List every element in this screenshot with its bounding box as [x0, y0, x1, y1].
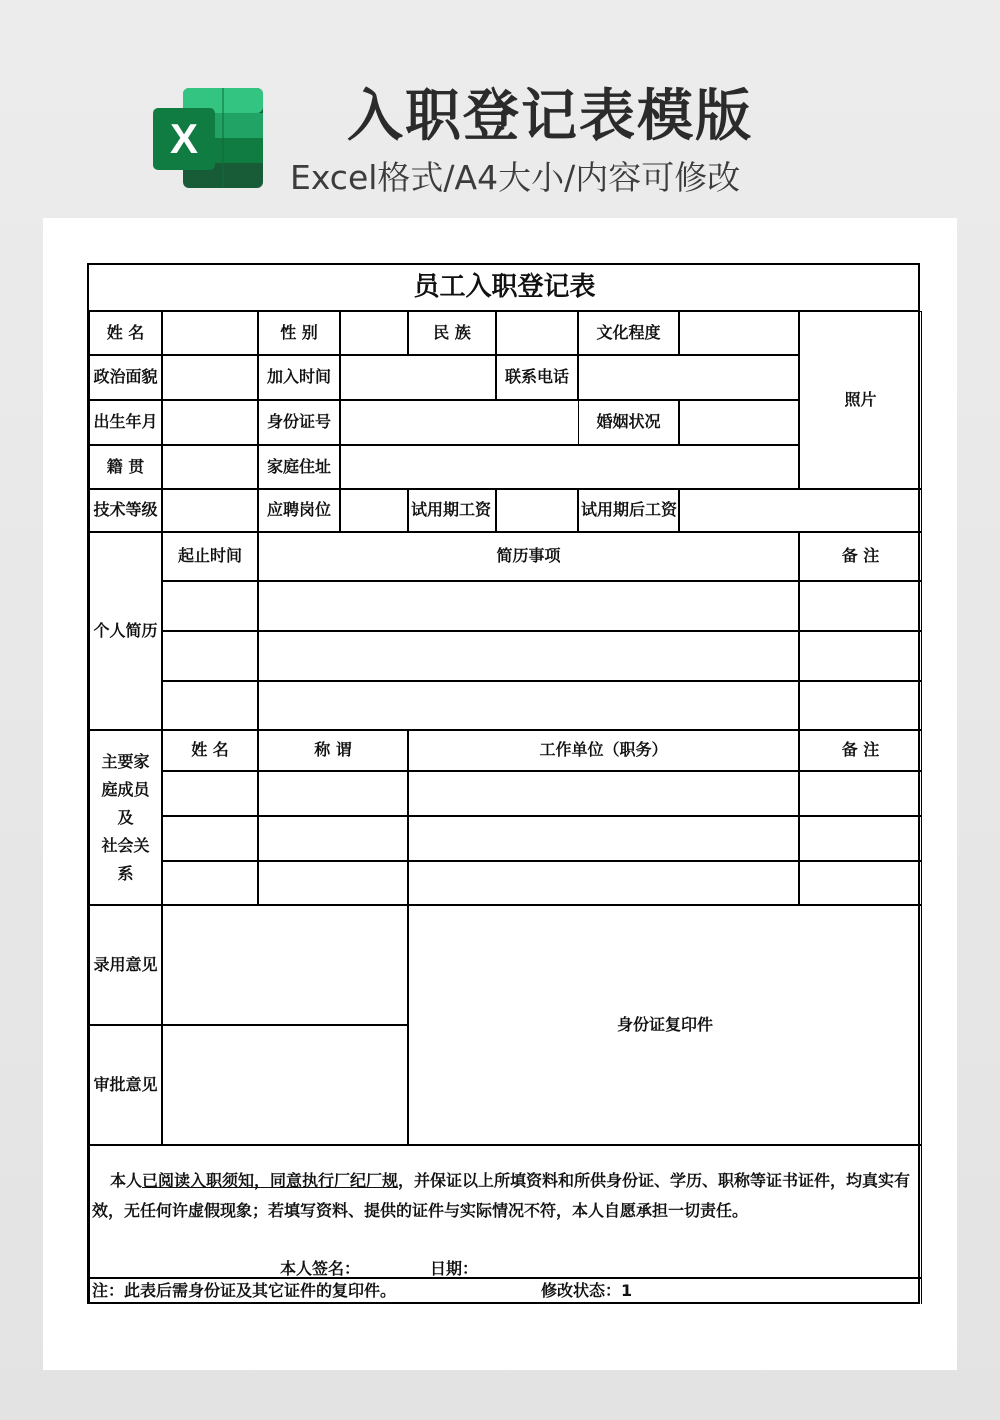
form-title: 员工入职登记表 — [89, 265, 920, 311]
resume-col-period: 起止时间 — [162, 532, 258, 581]
family-label-line: 社会关 — [101, 835, 150, 855]
field-education[interactable] — [679, 311, 799, 355]
family-label-line: 系 — [117, 863, 134, 883]
family-label-line: 及 — [117, 807, 134, 827]
family-cell[interactable] — [162, 816, 258, 861]
label-approve-opinion: 审批意见 — [89, 1025, 162, 1145]
field-hire-opinion[interactable] — [162, 905, 408, 1025]
field-trial-salary[interactable] — [496, 489, 578, 532]
resume-cell[interactable] — [162, 581, 258, 631]
registration-form — [87, 263, 920, 1304]
label-resume: 个人简历 — [89, 532, 162, 730]
excel-logo-icon — [153, 88, 263, 188]
field-ethnic[interactable] — [496, 311, 578, 355]
page-header — [0, 0, 1000, 215]
declaration-box — [89, 1145, 922, 1278]
family-cell[interactable] — [258, 771, 408, 816]
field-marital[interactable] — [679, 400, 799, 445]
field-position[interactable] — [340, 489, 408, 532]
label-name: 姓 名 — [89, 311, 162, 355]
field-phone[interactable] — [578, 355, 799, 400]
photo-box[interactable]: 照片 — [799, 311, 922, 489]
resume-cell[interactable] — [258, 631, 799, 681]
label-id-no: 身份证号 — [258, 400, 340, 445]
family-cell[interactable] — [799, 816, 922, 861]
id-copy-box[interactable]: 身份证复印件 — [408, 905, 922, 1145]
footer-note: 注：此表后需身份证及其它证件的复印件。 — [89, 1278, 539, 1304]
label-hire-opinion: 录用意见 — [89, 905, 162, 1025]
label-tech: 技术等级 — [89, 489, 162, 532]
label-marital: 婚姻状况 — [578, 400, 679, 445]
label-gender: 性 别 — [258, 311, 340, 355]
field-address[interactable] — [340, 445, 799, 489]
field-id-no[interactable] — [340, 400, 579, 445]
excel-logo-letter: X — [169, 115, 199, 162]
family-col-relation: 称 谓 — [258, 730, 408, 771]
declaration-underlined: 已阅读入职须知，同意执行厂纪厂规 — [142, 1171, 399, 1190]
family-col-employer: 工作单位（职务） — [408, 730, 799, 771]
family-cell[interactable] — [408, 816, 799, 861]
resume-cell[interactable] — [799, 681, 922, 730]
field-join-time[interactable] — [340, 355, 496, 400]
field-native[interactable] — [162, 445, 258, 489]
resume-col-item: 简历事项 — [258, 532, 799, 581]
family-label-line: 主要家 — [101, 751, 150, 771]
family-cell[interactable] — [799, 861, 922, 905]
label-political: 政治面貌 — [89, 355, 162, 400]
label-position: 应聘岗位 — [258, 489, 340, 532]
page-title: 入职登记表模版 — [347, 84, 753, 149]
field-tech[interactable] — [162, 489, 258, 532]
family-label-line: 庭成员 — [101, 779, 150, 799]
resume-cell[interactable] — [258, 681, 799, 730]
label-post-salary: 试用期后工资 — [578, 489, 679, 532]
label-birth: 出生年月 — [89, 400, 162, 445]
label-family — [89, 730, 162, 905]
label-phone: 联系电话 — [496, 355, 578, 400]
family-col-note: 备 注 — [799, 730, 922, 771]
family-cell[interactable] — [799, 771, 922, 816]
field-political[interactable] — [162, 355, 258, 400]
declaration-text: 本人已阅读入职须知，同意执行厂纪厂规，并保证以上所填资料和所供身份证、学历、职称等证书证件，均真实有效，无任何许虚假现象；若填写资料、提供的证件与实际情况不符，本人自愿承担一切责任。 — [92, 1171, 911, 1220]
family-col-name: 姓 名 — [162, 730, 258, 771]
signature-label: 本人签名： — [280, 1259, 361, 1278]
resume-cell[interactable] — [162, 631, 258, 681]
field-approve-opinion[interactable] — [162, 1025, 408, 1145]
field-post-salary[interactable] — [679, 489, 922, 532]
family-cell[interactable] — [258, 861, 408, 905]
family-cell[interactable] — [162, 771, 258, 816]
label-education: 文化程度 — [578, 311, 679, 355]
label-native: 籍 贯 — [89, 445, 162, 489]
resume-cell[interactable] — [162, 681, 258, 730]
label-address: 家庭住址 — [258, 445, 340, 489]
label-ethnic: 民 族 — [408, 311, 496, 355]
footer-status: 修改状态：1 — [539, 1278, 922, 1304]
family-cell[interactable] — [408, 771, 799, 816]
resume-cell[interactable] — [258, 581, 799, 631]
label-join-time: 加入时间 — [258, 355, 340, 400]
family-cell[interactable] — [162, 861, 258, 905]
resume-col-note: 备 注 — [799, 532, 922, 581]
field-gender[interactable] — [340, 311, 408, 355]
field-birth[interactable] — [162, 400, 258, 445]
resume-cell[interactable] — [799, 631, 922, 681]
family-cell[interactable] — [408, 861, 799, 905]
label-trial-salary: 试用期工资 — [408, 489, 496, 532]
family-cell[interactable] — [258, 816, 408, 861]
resume-cell[interactable] — [799, 581, 922, 631]
field-name[interactable] — [162, 311, 258, 355]
date-label: 日期： — [430, 1259, 479, 1278]
page-subtitle: Excel格式/A4大小/内容可修改 — [290, 158, 741, 197]
